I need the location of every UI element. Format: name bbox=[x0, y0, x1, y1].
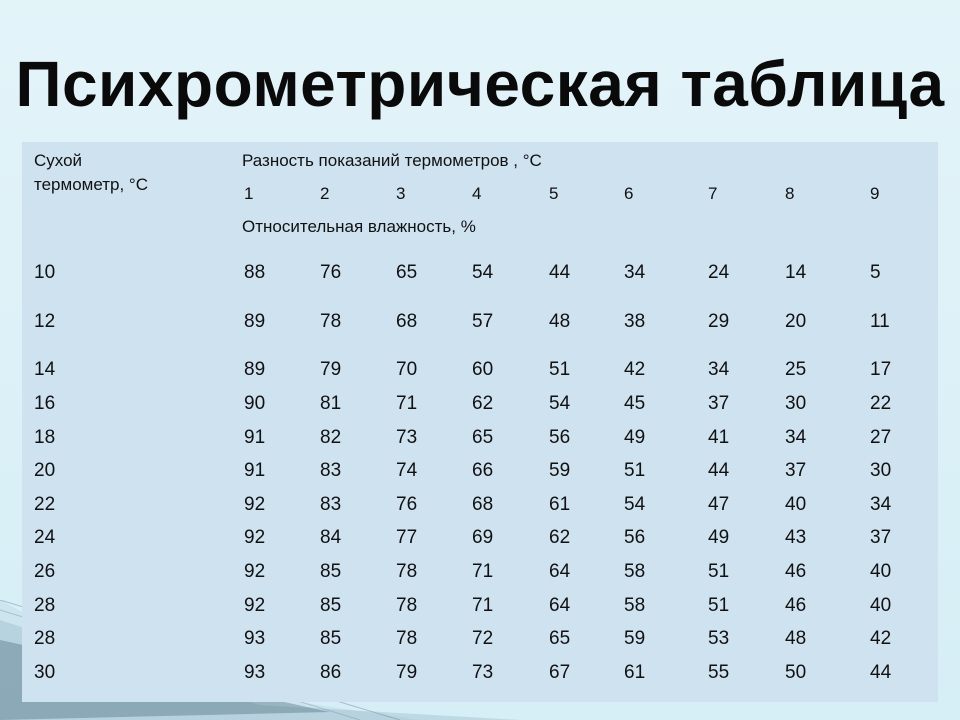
humidity-value-cell: 14 bbox=[785, 262, 807, 283]
humidity-value-cell: 59 bbox=[549, 460, 571, 481]
header-dry-thermometer-line1: Сухой bbox=[34, 151, 83, 170]
humidity-value-cell: 25 bbox=[785, 359, 807, 380]
header-difference-value: 2 bbox=[320, 184, 330, 203]
humidity-value-cell: 72 bbox=[472, 628, 494, 649]
dry-temperature-cell: 14 bbox=[34, 359, 56, 380]
header-difference-value: 4 bbox=[472, 184, 482, 203]
humidity-value-cell: 56 bbox=[624, 527, 646, 548]
humidity-value-cell: 44 bbox=[708, 460, 730, 481]
humidity-value-cell: 85 bbox=[320, 561, 342, 582]
humidity-value-cell: 79 bbox=[396, 662, 418, 683]
humidity-value-cell: 47 bbox=[708, 494, 730, 515]
humidity-value-cell: 27 bbox=[870, 427, 892, 448]
humidity-value-cell: 54 bbox=[549, 393, 571, 414]
header-difference-value: 1 bbox=[244, 184, 254, 203]
humidity-value-cell: 30 bbox=[785, 393, 807, 414]
humidity-value-cell: 71 bbox=[472, 561, 494, 582]
humidity-value-cell: 92 bbox=[244, 527, 266, 548]
header-difference-value: 7 bbox=[708, 184, 718, 203]
humidity-value-cell: 83 bbox=[320, 494, 342, 515]
humidity-value-cell: 40 bbox=[870, 561, 892, 582]
dry-temperature-cell: 28 bbox=[34, 595, 56, 616]
humidity-value-cell: 58 bbox=[624, 595, 646, 616]
humidity-value-cell: 34 bbox=[870, 494, 892, 515]
humidity-value-cell: 66 bbox=[472, 460, 494, 481]
humidity-value-cell: 51 bbox=[624, 460, 646, 481]
humidity-value-cell: 46 bbox=[785, 561, 807, 582]
humidity-value-cell: 83 bbox=[320, 460, 342, 481]
humidity-value-cell: 65 bbox=[396, 262, 418, 283]
humidity-value-cell: 59 bbox=[624, 628, 646, 649]
humidity-value-cell: 73 bbox=[396, 427, 418, 448]
dry-temperature-cell: 30 bbox=[34, 662, 56, 683]
humidity-value-cell: 5 bbox=[870, 262, 881, 283]
humidity-value-cell: 78 bbox=[396, 561, 418, 582]
humidity-value-cell: 60 bbox=[472, 359, 494, 380]
humidity-value-cell: 55 bbox=[708, 662, 730, 683]
humidity-value-cell: 68 bbox=[472, 494, 494, 515]
humidity-value-cell: 73 bbox=[472, 662, 494, 683]
humidity-value-cell: 42 bbox=[870, 628, 892, 649]
humidity-value-cell: 49 bbox=[624, 427, 646, 448]
header-dry-thermometer-line2: термометр, °С bbox=[34, 175, 148, 194]
humidity-value-cell: 17 bbox=[870, 359, 892, 380]
humidity-value-cell: 43 bbox=[785, 527, 807, 548]
humidity-value-cell: 65 bbox=[472, 427, 494, 448]
dry-temperature-cell: 12 bbox=[34, 311, 56, 332]
humidity-value-cell: 37 bbox=[708, 393, 730, 414]
humidity-value-cell: 62 bbox=[549, 527, 571, 548]
humidity-value-cell: 20 bbox=[785, 311, 807, 332]
humidity-value-cell: 51 bbox=[549, 359, 571, 380]
humidity-value-cell: 40 bbox=[785, 494, 807, 515]
humidity-value-cell: 71 bbox=[472, 595, 494, 616]
humidity-value-cell: 78 bbox=[396, 628, 418, 649]
humidity-value-cell: 71 bbox=[396, 393, 418, 414]
humidity-value-cell: 79 bbox=[320, 359, 342, 380]
humidity-value-cell: 44 bbox=[870, 662, 892, 683]
humidity-value-cell: 86 bbox=[320, 662, 342, 683]
psychrometric-table bbox=[22, 142, 938, 702]
humidity-value-cell: 11 bbox=[870, 311, 890, 332]
humidity-value-cell: 34 bbox=[785, 427, 807, 448]
humidity-value-cell: 81 bbox=[320, 393, 342, 414]
humidity-value-cell: 64 bbox=[549, 595, 571, 616]
humidity-value-cell: 85 bbox=[320, 628, 342, 649]
humidity-value-cell: 22 bbox=[870, 393, 892, 414]
header-relative-humidity: Относительная влажность, % bbox=[242, 217, 476, 236]
humidity-value-cell: 40 bbox=[870, 595, 892, 616]
humidity-value-cell: 69 bbox=[472, 527, 494, 548]
humidity-value-cell: 93 bbox=[244, 628, 266, 649]
humidity-value-cell: 65 bbox=[549, 628, 571, 649]
humidity-value-cell: 34 bbox=[708, 359, 730, 380]
humidity-value-cell: 89 bbox=[244, 311, 266, 332]
humidity-value-cell: 50 bbox=[785, 662, 807, 683]
humidity-value-cell: 67 bbox=[549, 662, 571, 683]
humidity-value-cell: 85 bbox=[320, 595, 342, 616]
humidity-value-cell: 74 bbox=[396, 460, 418, 481]
dry-temperature-cell: 10 bbox=[34, 262, 56, 283]
page-title: Психрометрическая таблица bbox=[15, 48, 945, 120]
header-difference-value: 3 bbox=[396, 184, 406, 203]
humidity-value-cell: 54 bbox=[624, 494, 646, 515]
humidity-value-cell: 91 bbox=[244, 427, 266, 448]
header-difference-value: 9 bbox=[870, 184, 880, 203]
humidity-value-cell: 56 bbox=[549, 427, 571, 448]
dry-temperature-cell: 18 bbox=[34, 427, 56, 448]
humidity-value-cell: 37 bbox=[870, 527, 892, 548]
humidity-value-cell: 48 bbox=[785, 628, 807, 649]
humidity-value-cell: 51 bbox=[708, 595, 730, 616]
humidity-value-cell: 84 bbox=[320, 527, 342, 548]
humidity-value-cell: 46 bbox=[785, 595, 807, 616]
humidity-value-cell: 49 bbox=[708, 527, 730, 548]
humidity-value-cell: 44 bbox=[549, 262, 571, 283]
humidity-value-cell: 62 bbox=[472, 393, 494, 414]
humidity-value-cell: 45 bbox=[624, 393, 646, 414]
humidity-value-cell: 53 bbox=[708, 628, 730, 649]
dry-temperature-cell: 28 bbox=[34, 628, 56, 649]
humidity-value-cell: 91 bbox=[244, 460, 266, 481]
humidity-value-cell: 58 bbox=[624, 561, 646, 582]
humidity-value-cell: 48 bbox=[549, 311, 571, 332]
humidity-value-cell: 51 bbox=[708, 561, 730, 582]
humidity-value-cell: 29 bbox=[708, 311, 730, 332]
humidity-value-cell: 92 bbox=[244, 494, 266, 515]
humidity-value-cell: 61 bbox=[549, 494, 571, 515]
header-difference-value: 8 bbox=[785, 184, 795, 203]
humidity-value-cell: 38 bbox=[624, 311, 646, 332]
humidity-value-cell: 78 bbox=[396, 595, 418, 616]
humidity-value-cell: 92 bbox=[244, 561, 266, 582]
dry-temperature-cell: 20 bbox=[34, 460, 56, 481]
humidity-value-cell: 57 bbox=[472, 311, 494, 332]
humidity-value-cell: 78 bbox=[320, 311, 342, 332]
humidity-value-cell: 90 bbox=[244, 393, 266, 414]
humidity-value-cell: 82 bbox=[320, 427, 342, 448]
humidity-value-cell: 93 bbox=[244, 662, 266, 683]
dry-temperature-cell: 26 bbox=[34, 561, 56, 582]
dry-temperature-cell: 22 bbox=[34, 494, 56, 515]
humidity-value-cell: 42 bbox=[624, 359, 646, 380]
humidity-value-cell: 92 bbox=[244, 595, 266, 616]
header-difference-value: 6 bbox=[624, 184, 634, 203]
humidity-value-cell: 64 bbox=[549, 561, 571, 582]
humidity-value-cell: 88 bbox=[244, 262, 266, 283]
humidity-value-cell: 76 bbox=[396, 494, 418, 515]
dry-temperature-cell: 24 bbox=[34, 527, 56, 548]
header-difference: Разность показаний термометров , °С bbox=[242, 151, 542, 170]
humidity-value-cell: 70 bbox=[396, 359, 418, 380]
humidity-value-cell: 77 bbox=[396, 527, 418, 548]
humidity-value-cell: 89 bbox=[244, 359, 266, 380]
humidity-value-cell: 76 bbox=[320, 262, 342, 283]
humidity-value-cell: 37 bbox=[785, 460, 807, 481]
humidity-value-cell: 61 bbox=[624, 662, 646, 683]
humidity-value-cell: 24 bbox=[708, 262, 730, 283]
humidity-value-cell: 54 bbox=[472, 262, 494, 283]
dry-temperature-cell: 16 bbox=[34, 393, 56, 414]
humidity-value-cell: 68 bbox=[396, 311, 418, 332]
humidity-value-cell: 30 bbox=[870, 460, 892, 481]
header-difference-value: 5 bbox=[549, 184, 559, 203]
humidity-value-cell: 41 bbox=[708, 427, 730, 448]
humidity-value-cell: 34 bbox=[624, 262, 646, 283]
